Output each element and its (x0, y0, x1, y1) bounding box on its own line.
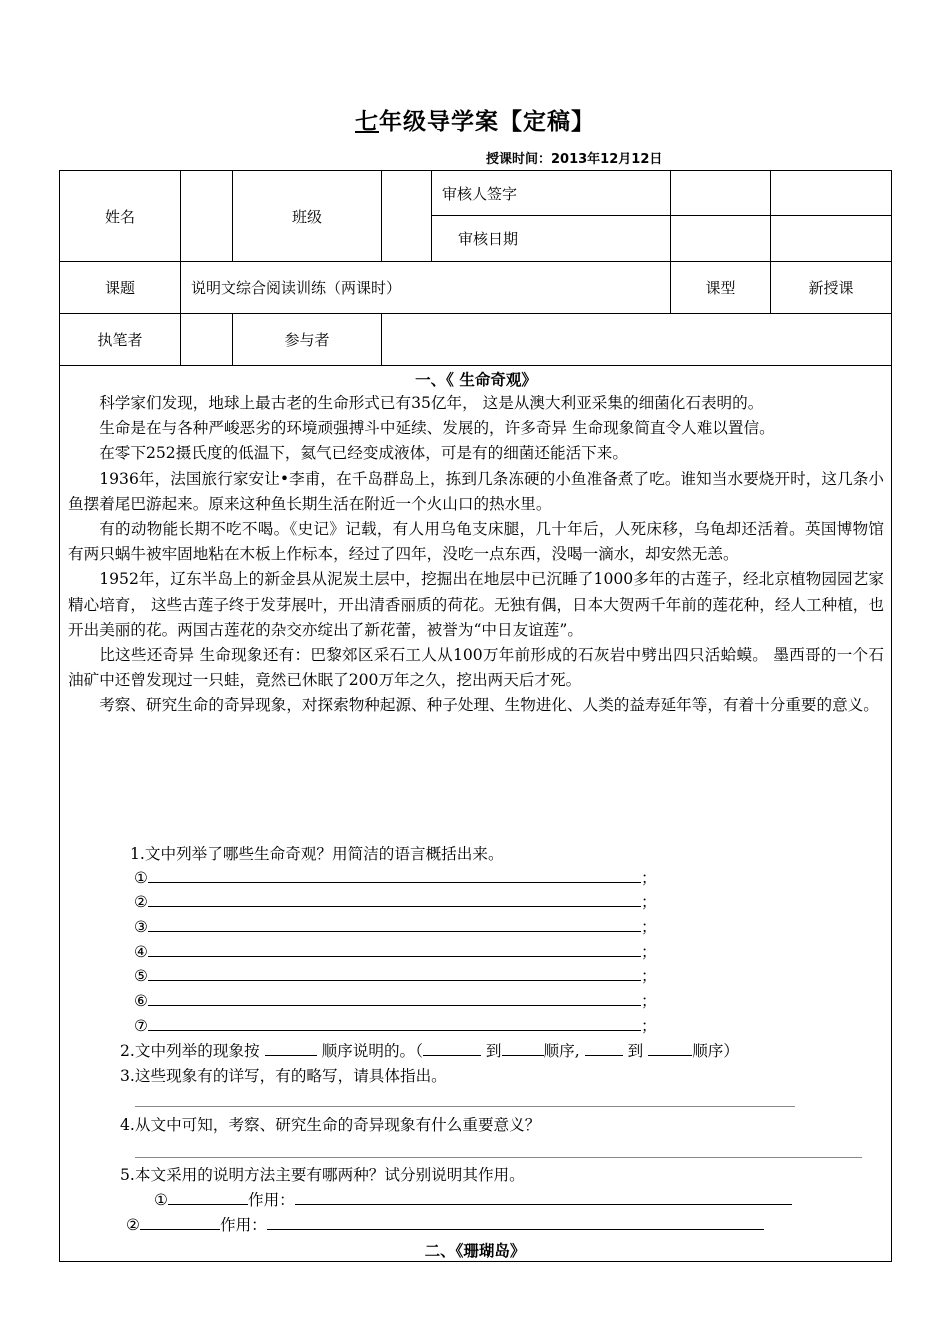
reading-passage (68, 369, 884, 719)
participant-value (382, 314, 892, 366)
q3-answer-line[interactable] (135, 1106, 795, 1107)
reviewer-value (671, 171, 771, 216)
semicolon: ； (640, 943, 657, 961)
semicolon: ； (640, 869, 657, 887)
mark: ① (134, 869, 148, 887)
mark: ③ (134, 918, 148, 936)
q4-answer-line[interactable] (135, 1157, 862, 1158)
answer-line-1[interactable] (134, 866, 657, 890)
name-label: 姓名 (60, 171, 181, 262)
paragraph: 生命是在与各种严峻恶劣的环境顽强搏斗中延续、发展的，许多奇异 生命现象简直令人难以置信。 (99, 419, 775, 438)
author-value (181, 314, 233, 366)
title-grade: 七 (355, 109, 379, 135)
lesson-time: 授课时间：2013年12月12日 (486, 152, 663, 167)
q2-blank-1[interactable] (265, 1039, 317, 1056)
section2-heading: 二、《珊瑚岛》 (424, 1242, 526, 1260)
name-value (181, 171, 233, 262)
review-date-label: 审核日期 (432, 216, 671, 262)
question-5: 5.本文采用的说明方法主要有哪两种？试分别说明其作用。 (120, 1166, 525, 1184)
q2-blank-5[interactable] (648, 1039, 692, 1056)
answer-line-7[interactable] (134, 1014, 657, 1038)
reviewer-label: 审核人签字 (432, 171, 671, 216)
paragraph: 在零下252摄氏度的低温下，氦气已经变成液体，可是有的细菌还能活下来。 (99, 444, 628, 463)
mark: ④ (134, 943, 148, 961)
section1-heading: 一、《 生命奇观》 (415, 371, 537, 389)
mark: ⑤ (134, 967, 148, 985)
review-date-value (671, 216, 771, 262)
paragraph: 1936年，法国旅行家安让•李甫，在千岛群岛上，拣到几条冻硬的小鱼准备煮了吃。谁知当水要烧开时，这几条小鱼摆着尾巴游起来。原来这种鱼长期生活在附近一个火山口的热水里。 (68, 469, 884, 513)
type-value: 新授课 (771, 262, 892, 314)
q2-blank-2[interactable] (423, 1039, 481, 1056)
answer-line-4[interactable] (134, 940, 657, 964)
answer-line-3[interactable] (134, 915, 657, 939)
semicolon: ； (640, 918, 657, 936)
semicolon: ； (640, 992, 657, 1010)
question-2: 2.文中列举的现象按 顺序说明的。（ 到 顺序, 到 顺序） (120, 1039, 739, 1063)
answer-line-5[interactable] (134, 964, 657, 988)
q2-blank-3[interactable] (502, 1039, 544, 1056)
header-table (59, 170, 892, 366)
topic-label: 课题 (60, 262, 181, 314)
paragraph: 比这些还奇异 生命现象还有：巴黎郊区采石工人从100万年前形成的石灰岩中劈出四只活蛤蟆。 墨西哥的一个石油矿中还曾发现过一只蛙，竟然已休眠了200万年之久，挖出两天后才死。 (68, 646, 884, 690)
mark: ⑦ (134, 1017, 148, 1035)
semicolon: ； (640, 1017, 657, 1035)
class-label: 班级 (233, 171, 382, 262)
paragraph: 考察、研究生命的奇异现象，对探索物种起源、种子处理、生物进化、人类的益寿延年等，有着十分重要的意义。 (99, 696, 879, 715)
paragraph: 1952年，辽东半岛上的新金县从泥炭土层中，挖掘出在地层中已沉睡了1000多年的古莲子，经北京植物园园艺家精心培育， 这些古莲子终于发芽展叶，开出清香丽质的荷花。无独有偶，日本大贺两千年前的莲花种，经人工种植，也开出美丽的花。两国古莲花的杂交亦绽出了新花蕾，被誉为“中日友谊莲”。 (68, 570, 884, 639)
review-date-value-2 (771, 216, 892, 262)
mark: ⑥ (134, 992, 148, 1010)
participant-label: 参与者 (233, 314, 382, 366)
type-label: 课型 (671, 262, 771, 314)
title-rest: 年级导学案【定稿】 (379, 109, 595, 135)
q2-blank-4[interactable] (585, 1039, 623, 1056)
class-value (382, 171, 432, 262)
q5-answer-2[interactable]: ② 作用： (126, 1213, 764, 1237)
topic-value: 说明文综合阅读训练（两课时） (181, 262, 671, 314)
question-4: 4.从文中可知，考察、研究生命的奇异现象有什么重要意义？ (120, 1116, 541, 1134)
semicolon: ； (640, 967, 657, 985)
paragraph: 科学家们发现，地球上最古老的生命形式已有35亿年， 这是从澳大利亚采集的细菌化石表明的。 (99, 394, 764, 412)
question-1: 1.文中列举了哪些生命奇观？用简洁的语言概括出来。 (130, 845, 504, 863)
page-title (0, 103, 950, 136)
semicolon: ； (640, 893, 657, 911)
mark: ② (134, 893, 148, 911)
answer-line-6[interactable] (134, 989, 657, 1013)
paragraph: 有的动物能长期不吃不喝。《史记》记载，有人用乌龟支床腿，几十年后，人死床移，乌龟却还活着。英国博物馆有两只蜗牛被牢固地粘在木板上作标本，经过了四年，没吃一点东西，没喝一滴水，却安然无恙。 (68, 520, 884, 564)
author-label: 执笔者 (60, 314, 181, 366)
question-3: 3.这些现象有的详写，有的略写，请具体指出。 (120, 1067, 447, 1085)
reviewer-value-2 (771, 171, 892, 216)
answer-line-2[interactable] (134, 890, 657, 914)
q5-answer-1[interactable]: ① 作用： (154, 1188, 792, 1212)
